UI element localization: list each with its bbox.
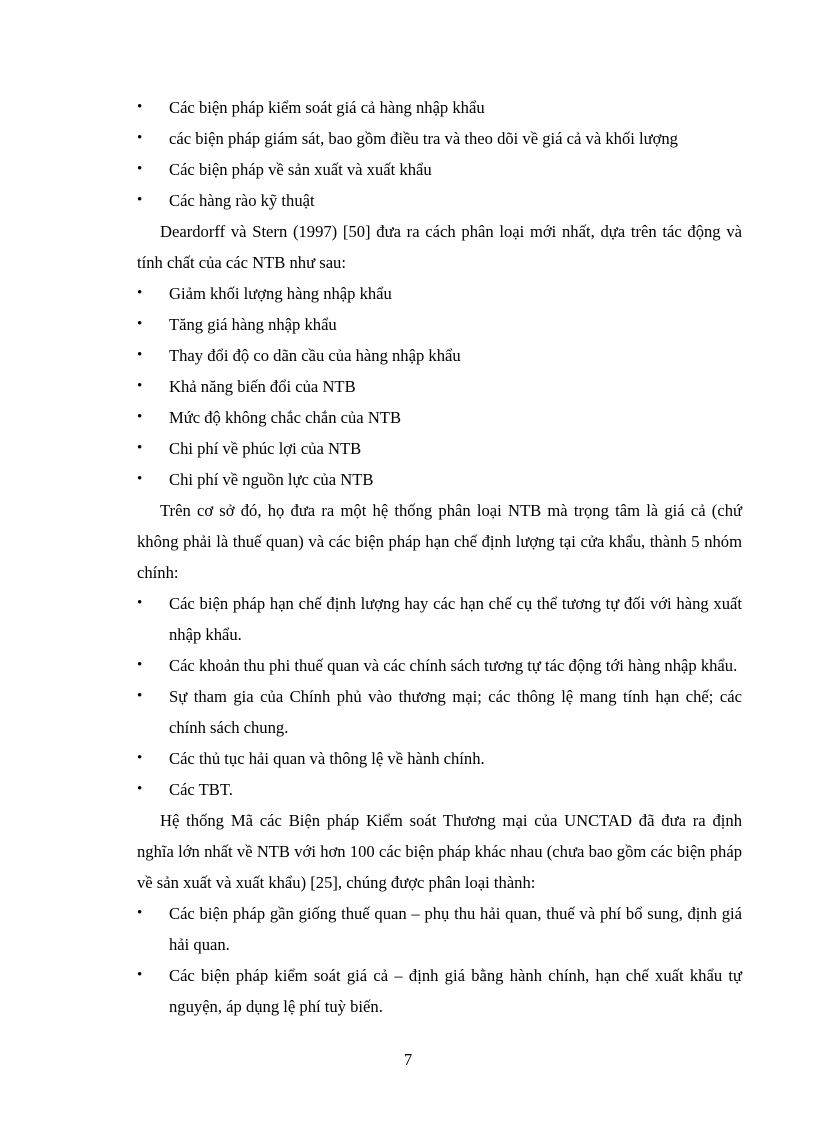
list-item-text: Các hàng rào kỹ thuật: [169, 191, 315, 210]
bullet-list-ntb-effects: [137, 278, 742, 495]
list-item: [137, 681, 742, 743]
bullet-icon: [114, 464, 146, 495]
list-item: [137, 123, 742, 154]
paragraph-classification-basis: Trên cơ sở đó, họ đưa ra một hệ thống phân loại NTB mà trọng tâm là giá cả (chứ không phải là thuế quan) và các biện pháp hạn chế định lượng tại cửa khẩu, thành 5 nhóm chính:: [137, 501, 742, 582]
list-item-text: Thay đổi độ co dãn cầu của hàng nhập khẩu: [169, 346, 461, 365]
list-item: [137, 278, 742, 309]
bullet-icon: [114, 185, 146, 216]
bullet-icon: [114, 92, 146, 123]
list-item: [137, 185, 742, 216]
page-number: 7: [403, 1050, 413, 1069]
bullet-icon: [114, 123, 146, 154]
list-item-text: Mức độ không chắc chắn của NTB: [169, 408, 402, 427]
bullet-icon: [114, 154, 146, 185]
list-item-text: Các thủ tục hải quan và thông lệ về hành chính.: [169, 749, 485, 768]
list-item: [137, 402, 742, 433]
list-item-text: Giảm khối lượng hàng nhập khẩu: [169, 284, 392, 303]
bullet-icon: [114, 588, 146, 619]
list-item: [137, 774, 742, 805]
bullet-icon: [114, 650, 146, 681]
list-item-text: Sự tham gia của Chính phủ vào thương mại; các thông lệ mang tính hạn chế; các chính sách chung.: [169, 687, 742, 737]
list-item: [137, 743, 742, 774]
list-item-text: Tăng giá hàng nhập khẩu: [169, 315, 337, 334]
bullet-list-five-groups: [137, 588, 742, 805]
list-item: [137, 433, 742, 464]
list-item: [137, 340, 742, 371]
bullet-list-control-measures: [137, 92, 742, 216]
bullet-icon: [114, 743, 146, 774]
list-item-text: Chi phí về phúc lợi của NTB: [169, 439, 362, 458]
list-item: [137, 154, 742, 185]
bullet-icon: [114, 960, 146, 991]
list-item-text: Các biện pháp kiểm soát giá cả – định giá bằng hành chính, hạn chế xuất khẩu tự nguyện, áp dụng lệ phí tuỳ biến.: [169, 966, 742, 1016]
list-item: [137, 650, 742, 681]
bullet-icon: [114, 898, 146, 929]
bullet-icon: [114, 681, 146, 712]
bullet-icon: [114, 371, 146, 402]
list-item: [137, 92, 742, 123]
list-item-text: Các TBT.: [169, 780, 233, 799]
bullet-list-unctad-categories: [137, 898, 742, 1022]
list-item: [137, 464, 742, 495]
list-item-text: Các biện pháp gần giống thuế quan – phụ thu hải quan, thuế và phí bổ sung, định giá hải quan.: [169, 904, 742, 954]
list-item-text: Chi phí về nguồn lực của NTB: [169, 470, 374, 489]
list-item: [137, 588, 742, 650]
page-content: [137, 92, 742, 1022]
list-item-text: Các biện pháp về sản xuất và xuất khẩu: [169, 160, 432, 179]
list-item-text: Các biện pháp hạn chế định lượng hay các hạn chế cụ thể tương tự đối với hàng xuất nhập khẩu.: [169, 594, 742, 644]
list-item: [137, 309, 742, 340]
list-item-text: Các khoản thu phi thuế quan và các chính sách tương tự tác động tới hàng nhập khẩu.: [169, 656, 738, 675]
list-item-text: các biện pháp giám sát, bao gồm điều tra và theo dõi về giá cả và khối lượng: [169, 129, 678, 148]
bullet-icon: [114, 309, 146, 340]
bullet-icon: [114, 340, 146, 371]
bullet-icon: [114, 433, 146, 464]
paragraph-deardorff-stern: Deardorff và Stern (1997) [50] đưa ra cách phân loại mới nhất, dựa trên tác động và tính chất của các NTB như sau:: [137, 222, 742, 272]
bullet-icon: [114, 278, 146, 309]
bullet-icon: [114, 402, 146, 433]
list-item: [137, 960, 742, 1022]
list-item-text: Các biện pháp kiểm soát giá cả hàng nhập khẩu: [169, 98, 485, 117]
list-item-text: Khả năng biến đổi của NTB: [169, 377, 356, 396]
list-item: [137, 898, 742, 960]
list-item: [137, 371, 742, 402]
bullet-icon: [114, 774, 146, 805]
paragraph-unctad: Hệ thống Mã các Biện pháp Kiểm soát Thương mại của UNCTAD đã đưa ra định nghĩa lớn nhất về NTB với hơn 100 các biện pháp khác nhau (chưa bao gồm các biện pháp về sản xuất và xuất khẩu) [25], chúng được phân loại thành:: [137, 811, 742, 892]
